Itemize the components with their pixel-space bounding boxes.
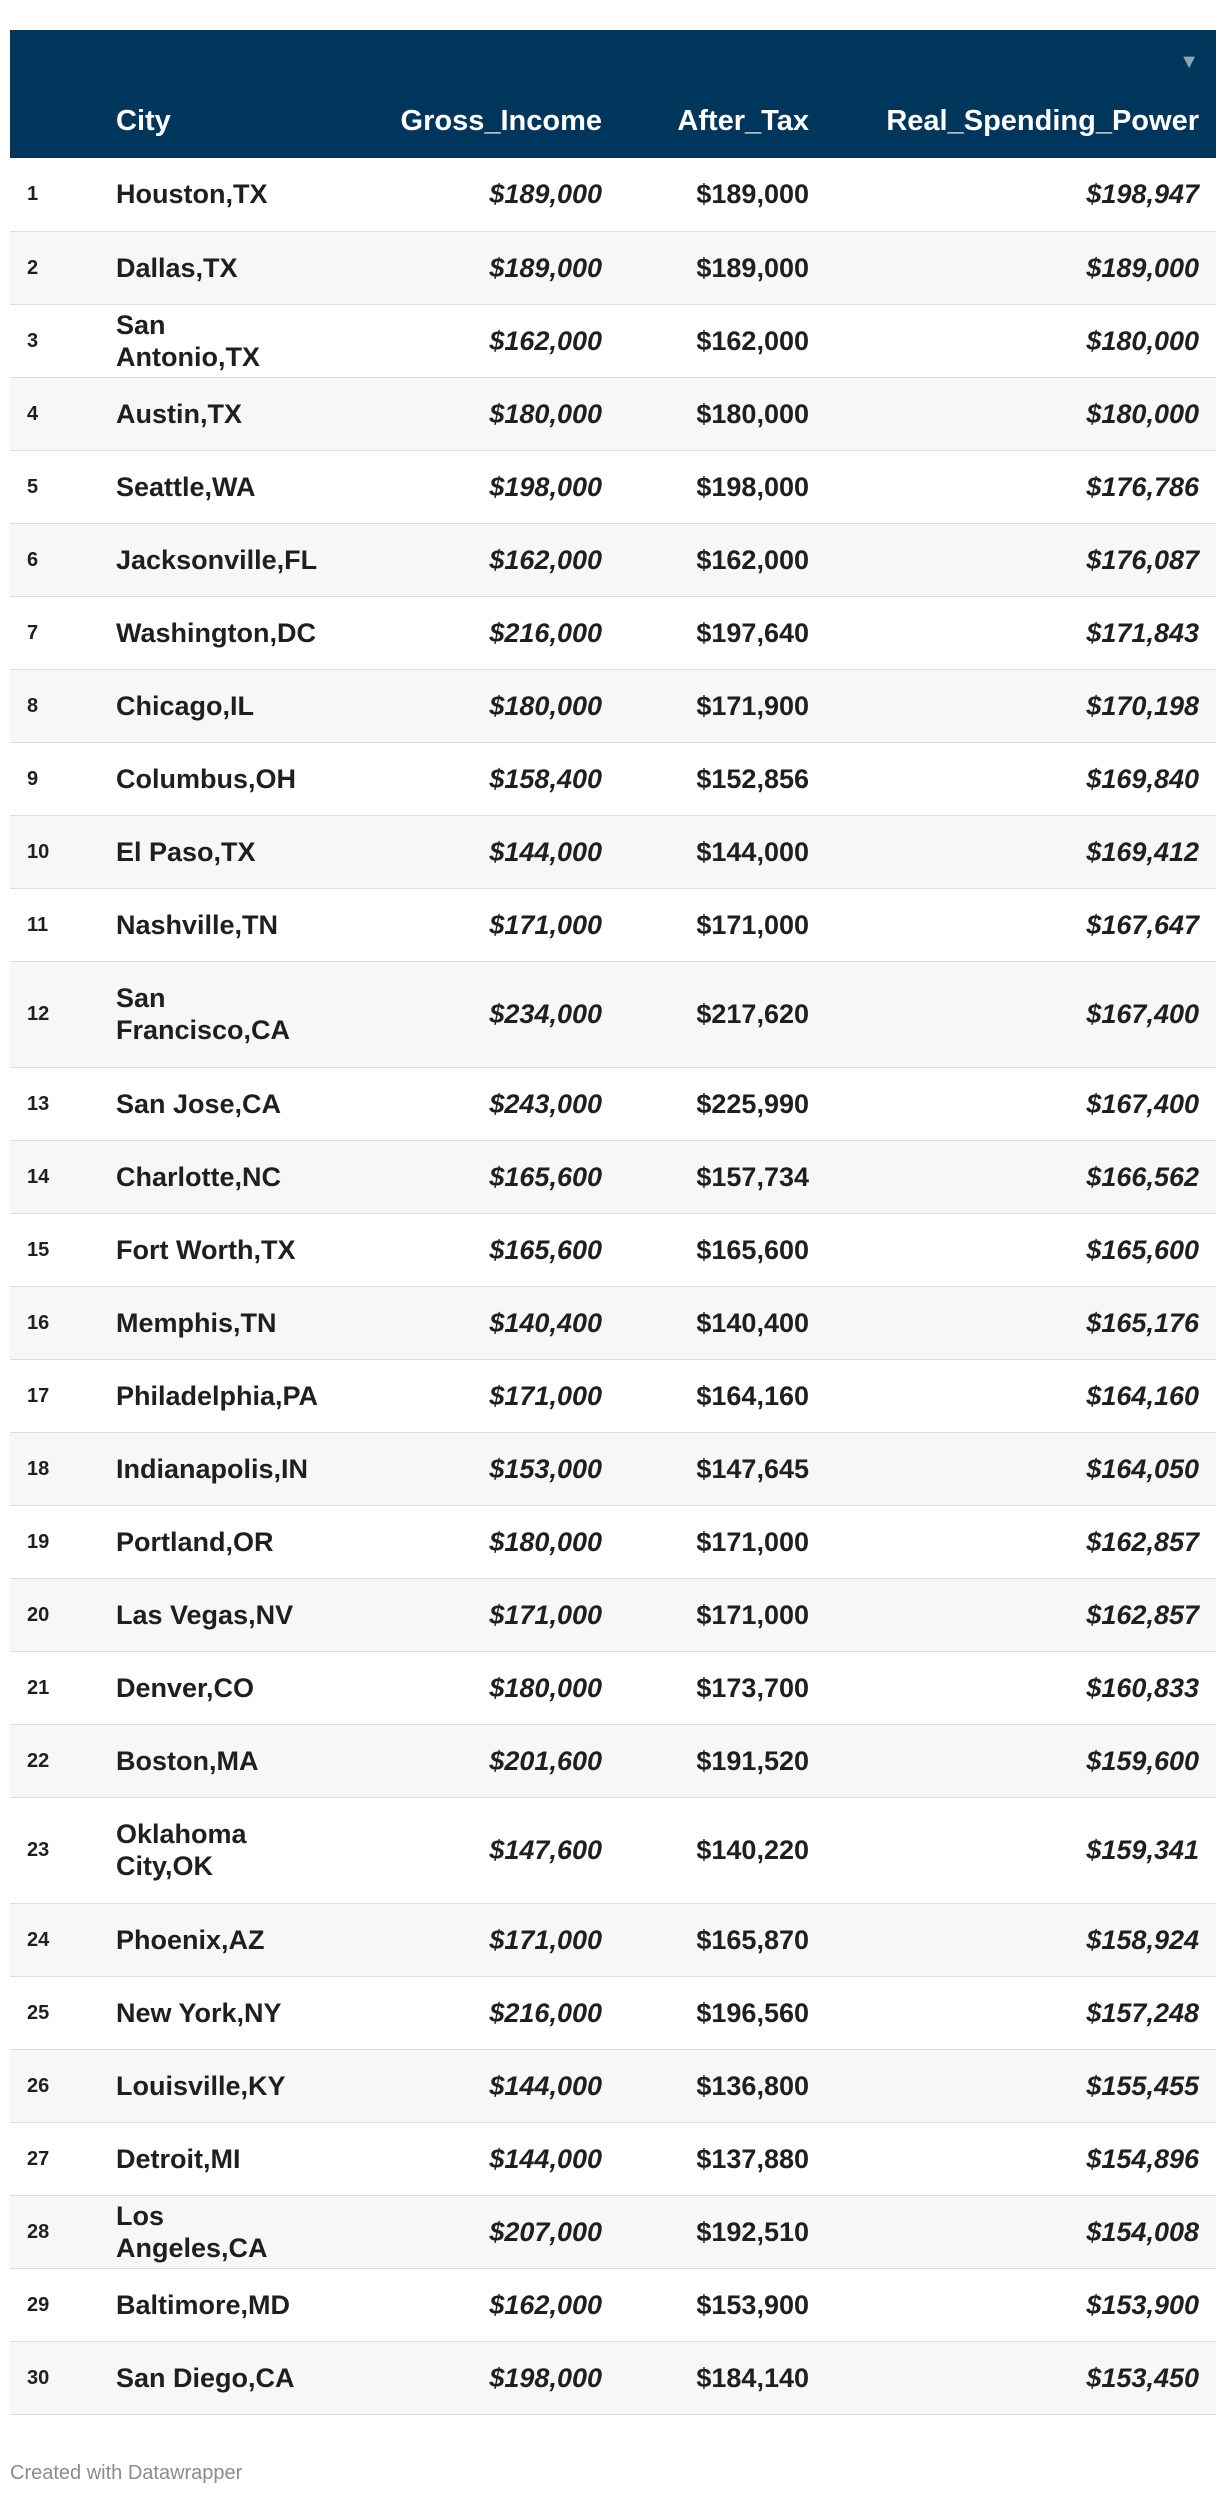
table-row (10, 1432, 1216, 1505)
city-cell: Dallas,TX (106, 231, 316, 304)
real-spending-power-cell: $171,843 (826, 596, 1216, 669)
rank-cell: 10 (10, 815, 106, 888)
rank-cell: 6 (10, 523, 106, 596)
city-cell: Baltimore,MD (106, 2268, 316, 2341)
gross-income-cell: $207,000 (316, 2195, 619, 2268)
gross-income-cell: $144,000 (316, 2049, 619, 2122)
city-cell: Austin,TX (106, 377, 316, 450)
after-tax-cell: $173,700 (619, 1651, 826, 1724)
after-tax-cell: $140,400 (619, 1286, 826, 1359)
gross-income-cell: $147,600 (316, 1797, 619, 1903)
rank-cell: 16 (10, 1286, 106, 1359)
rank-cell: 3 (10, 304, 106, 377)
rank-cell: 19 (10, 1505, 106, 1578)
table-row (10, 1578, 1216, 1651)
gross-income-cell: $216,000 (316, 596, 619, 669)
after-tax-cell: $171,000 (619, 1578, 826, 1651)
after-tax-cell: $196,560 (619, 1976, 826, 2049)
gross-income-cell: $180,000 (316, 669, 619, 742)
table-body (10, 158, 1216, 2414)
real-spending-power-cell: $155,455 (826, 2049, 1216, 2122)
rank-cell: 4 (10, 377, 106, 450)
real-spending-power-cell: $159,600 (826, 1724, 1216, 1797)
table-row (10, 1797, 1216, 1903)
city-cell: Phoenix,AZ (106, 1903, 316, 1976)
rank-cell: 23 (10, 1797, 106, 1903)
table-row (10, 961, 1216, 1067)
gross-income-cell: $162,000 (316, 2268, 619, 2341)
gross-income-cell: $180,000 (316, 1651, 619, 1724)
after-tax-cell: $147,645 (619, 1432, 826, 1505)
after-tax-cell: $136,800 (619, 2049, 826, 2122)
city-cell: San Jose,CA (106, 1067, 316, 1140)
rank-cell: 2 (10, 231, 106, 304)
after-tax-cell: $197,640 (619, 596, 826, 669)
after-tax-cell: $165,600 (619, 1213, 826, 1286)
after-tax-cell: $171,000 (619, 888, 826, 961)
after-tax-cell: $157,734 (619, 1140, 826, 1213)
table-row (10, 1067, 1216, 1140)
table-row (10, 1140, 1216, 1213)
table-row (10, 1359, 1216, 1432)
gross-income-cell: $180,000 (316, 377, 619, 450)
gross-income-cell: $171,000 (316, 888, 619, 961)
table-row (10, 1286, 1216, 1359)
rank-cell: 18 (10, 1432, 106, 1505)
header-gross-income[interactable]: Gross_Income (316, 30, 619, 158)
city-cell: Fort Worth,TX (106, 1213, 316, 1286)
gross-income-cell: $201,600 (316, 1724, 619, 1797)
after-tax-cell: $225,990 (619, 1067, 826, 1140)
table-row (10, 158, 1216, 231)
header-real-spending-power-label: Real_Spending_Power (886, 105, 1199, 137)
header-real-spending-power[interactable] (826, 30, 1216, 158)
rank-cell: 1 (10, 158, 106, 231)
city-cell: Columbus,OH (106, 742, 316, 815)
table-row (10, 1976, 1216, 2049)
city-cell: Memphis,TN (106, 1286, 316, 1359)
rank-cell: 24 (10, 1903, 106, 1976)
city-cell: Denver,CO (106, 1651, 316, 1724)
real-spending-power-cell: $153,450 (826, 2341, 1216, 2414)
table-row (10, 231, 1216, 304)
gross-income-cell: $216,000 (316, 1976, 619, 2049)
rank-cell: 8 (10, 669, 106, 742)
gross-income-cell: $198,000 (316, 2341, 619, 2414)
table-row (10, 2268, 1216, 2341)
gross-income-cell: $171,000 (316, 1359, 619, 1432)
rank-cell: 11 (10, 888, 106, 961)
real-spending-power-cell: $189,000 (826, 231, 1216, 304)
city-cell: Oklahoma City,OK (106, 1797, 316, 1903)
rank-cell: 28 (10, 2195, 106, 2268)
table-row (10, 1651, 1216, 1724)
city-cell: Boston,MA (106, 1724, 316, 1797)
table-container (10, 30, 1216, 2415)
city-cell: Seattle,WA (106, 450, 316, 523)
after-tax-cell: $165,870 (619, 1903, 826, 1976)
table-row (10, 523, 1216, 596)
real-spending-power-cell: $176,786 (826, 450, 1216, 523)
city-cell: San Antonio,TX (106, 304, 316, 377)
after-tax-cell: $152,856 (619, 742, 826, 815)
real-spending-power-cell: $159,341 (826, 1797, 1216, 1903)
gross-income-cell: $165,600 (316, 1140, 619, 1213)
data-table (10, 30, 1216, 2415)
rank-cell: 9 (10, 742, 106, 815)
real-spending-power-cell: $158,924 (826, 1903, 1216, 1976)
table-row (10, 304, 1216, 377)
rank-cell: 13 (10, 1067, 106, 1140)
table-row (10, 2195, 1216, 2268)
table-row (10, 1903, 1216, 1976)
city-cell: San Diego,CA (106, 2341, 316, 2414)
real-spending-power-cell: $166,562 (826, 1140, 1216, 1213)
city-cell: Detroit,MI (106, 2122, 316, 2195)
gross-income-cell: $162,000 (316, 304, 619, 377)
real-spending-power-cell: $169,412 (826, 815, 1216, 888)
table-row (10, 450, 1216, 523)
real-spending-power-cell: $170,198 (826, 669, 1216, 742)
real-spending-power-cell: $157,248 (826, 1976, 1216, 2049)
real-spending-power-cell: $169,840 (826, 742, 1216, 815)
after-tax-cell: $198,000 (619, 450, 826, 523)
gross-income-cell: $234,000 (316, 961, 619, 1067)
city-cell: Louisville,KY (106, 2049, 316, 2122)
city-cell: New York,NY (106, 1976, 316, 2049)
city-cell: Portland,OR (106, 1505, 316, 1578)
after-tax-cell: $153,900 (619, 2268, 826, 2341)
rank-cell: 29 (10, 2268, 106, 2341)
city-cell: Los Angeles,CA (106, 2195, 316, 2268)
real-spending-power-cell: $154,896 (826, 2122, 1216, 2195)
rank-cell: 26 (10, 2049, 106, 2122)
after-tax-cell: $162,000 (619, 304, 826, 377)
after-tax-cell: $192,510 (619, 2195, 826, 2268)
gross-income-cell: $144,000 (316, 815, 619, 888)
footer-credit[interactable]: Created with Datawrapper (10, 2462, 243, 2484)
city-cell: Washington,DC (106, 596, 316, 669)
table-row (10, 1505, 1216, 1578)
city-cell: El Paso,TX (106, 815, 316, 888)
real-spending-power-cell: $162,857 (826, 1578, 1216, 1651)
after-tax-cell: $217,620 (619, 961, 826, 1067)
real-spending-power-cell: $165,176 (826, 1286, 1216, 1359)
gross-income-cell: $189,000 (316, 231, 619, 304)
after-tax-cell: $162,000 (619, 523, 826, 596)
table-row (10, 596, 1216, 669)
gross-income-cell: $162,000 (316, 523, 619, 596)
city-cell: Las Vegas,NV (106, 1578, 316, 1651)
gross-income-cell: $198,000 (316, 450, 619, 523)
after-tax-cell: $189,000 (619, 231, 826, 304)
real-spending-power-cell: $165,600 (826, 1213, 1216, 1286)
rank-cell: 22 (10, 1724, 106, 1797)
table-row (10, 2341, 1216, 2414)
real-spending-power-cell: $180,000 (826, 377, 1216, 450)
real-spending-power-cell: $167,647 (826, 888, 1216, 961)
after-tax-cell: $144,000 (619, 815, 826, 888)
gross-income-cell: $165,600 (316, 1213, 619, 1286)
after-tax-cell: $171,900 (619, 669, 826, 742)
rank-cell: 15 (10, 1213, 106, 1286)
table-row (10, 377, 1216, 450)
rank-cell: 5 (10, 450, 106, 523)
table-row (10, 669, 1216, 742)
gross-income-cell: $171,000 (316, 1578, 619, 1651)
city-cell: San Francisco,CA (106, 961, 316, 1067)
after-tax-cell: $184,140 (619, 2341, 826, 2414)
table-row (10, 1213, 1216, 1286)
real-spending-power-cell: $153,900 (826, 2268, 1216, 2341)
city-cell: Houston,TX (106, 158, 316, 231)
table-row (10, 742, 1216, 815)
rank-cell: 20 (10, 1578, 106, 1651)
after-tax-cell: $171,000 (619, 1505, 826, 1578)
real-spending-power-cell: $180,000 (826, 304, 1216, 377)
real-spending-power-cell: $167,400 (826, 961, 1216, 1067)
city-cell: Charlotte,NC (106, 1140, 316, 1213)
rank-cell: 27 (10, 2122, 106, 2195)
real-spending-power-cell: $167,400 (826, 1067, 1216, 1140)
real-spending-power-cell: $162,857 (826, 1505, 1216, 1578)
rank-cell: 17 (10, 1359, 106, 1432)
city-cell: Philadelphia,PA (106, 1359, 316, 1432)
header-after-tax[interactable]: After_Tax (619, 30, 826, 158)
table-row (10, 888, 1216, 961)
city-cell: Chicago,IL (106, 669, 316, 742)
rank-cell: 7 (10, 596, 106, 669)
gross-income-cell: $180,000 (316, 1505, 619, 1578)
gross-income-cell: $243,000 (316, 1067, 619, 1140)
table-header (10, 30, 1216, 158)
city-cell: Jacksonville,FL (106, 523, 316, 596)
real-spending-power-cell: $154,008 (826, 2195, 1216, 2268)
rank-cell: 21 (10, 1651, 106, 1724)
real-spending-power-cell: $160,833 (826, 1651, 1216, 1724)
rank-cell: 25 (10, 1976, 106, 2049)
header-rank (10, 30, 106, 158)
after-tax-cell: $140,220 (619, 1797, 826, 1903)
after-tax-cell: $189,000 (619, 158, 826, 231)
gross-income-cell: $158,400 (316, 742, 619, 815)
header-city[interactable]: City (106, 30, 316, 158)
header-row (10, 30, 1216, 158)
sort-descending-icon[interactable]: ▼ (1179, 51, 1199, 73)
after-tax-cell: $137,880 (619, 2122, 826, 2195)
table-row (10, 815, 1216, 888)
city-cell: Nashville,TN (106, 888, 316, 961)
after-tax-cell: $164,160 (619, 1359, 826, 1432)
table-row (10, 2049, 1216, 2122)
real-spending-power-cell: $198,947 (826, 158, 1216, 231)
after-tax-cell: $180,000 (619, 377, 826, 450)
rank-cell: 12 (10, 961, 106, 1067)
real-spending-power-cell: $164,160 (826, 1359, 1216, 1432)
gross-income-cell: $189,000 (316, 158, 619, 231)
gross-income-cell: $171,000 (316, 1903, 619, 1976)
after-tax-cell: $191,520 (619, 1724, 826, 1797)
gross-income-cell: $140,400 (316, 1286, 619, 1359)
gross-income-cell: $144,000 (316, 2122, 619, 2195)
gross-income-cell: $153,000 (316, 1432, 619, 1505)
real-spending-power-cell: $176,087 (826, 523, 1216, 596)
table-row (10, 1724, 1216, 1797)
table-row (10, 2122, 1216, 2195)
real-spending-power-cell: $164,050 (826, 1432, 1216, 1505)
rank-cell: 14 (10, 1140, 106, 1213)
rank-cell: 30 (10, 2341, 106, 2414)
city-cell: Indianapolis,IN (106, 1432, 316, 1505)
